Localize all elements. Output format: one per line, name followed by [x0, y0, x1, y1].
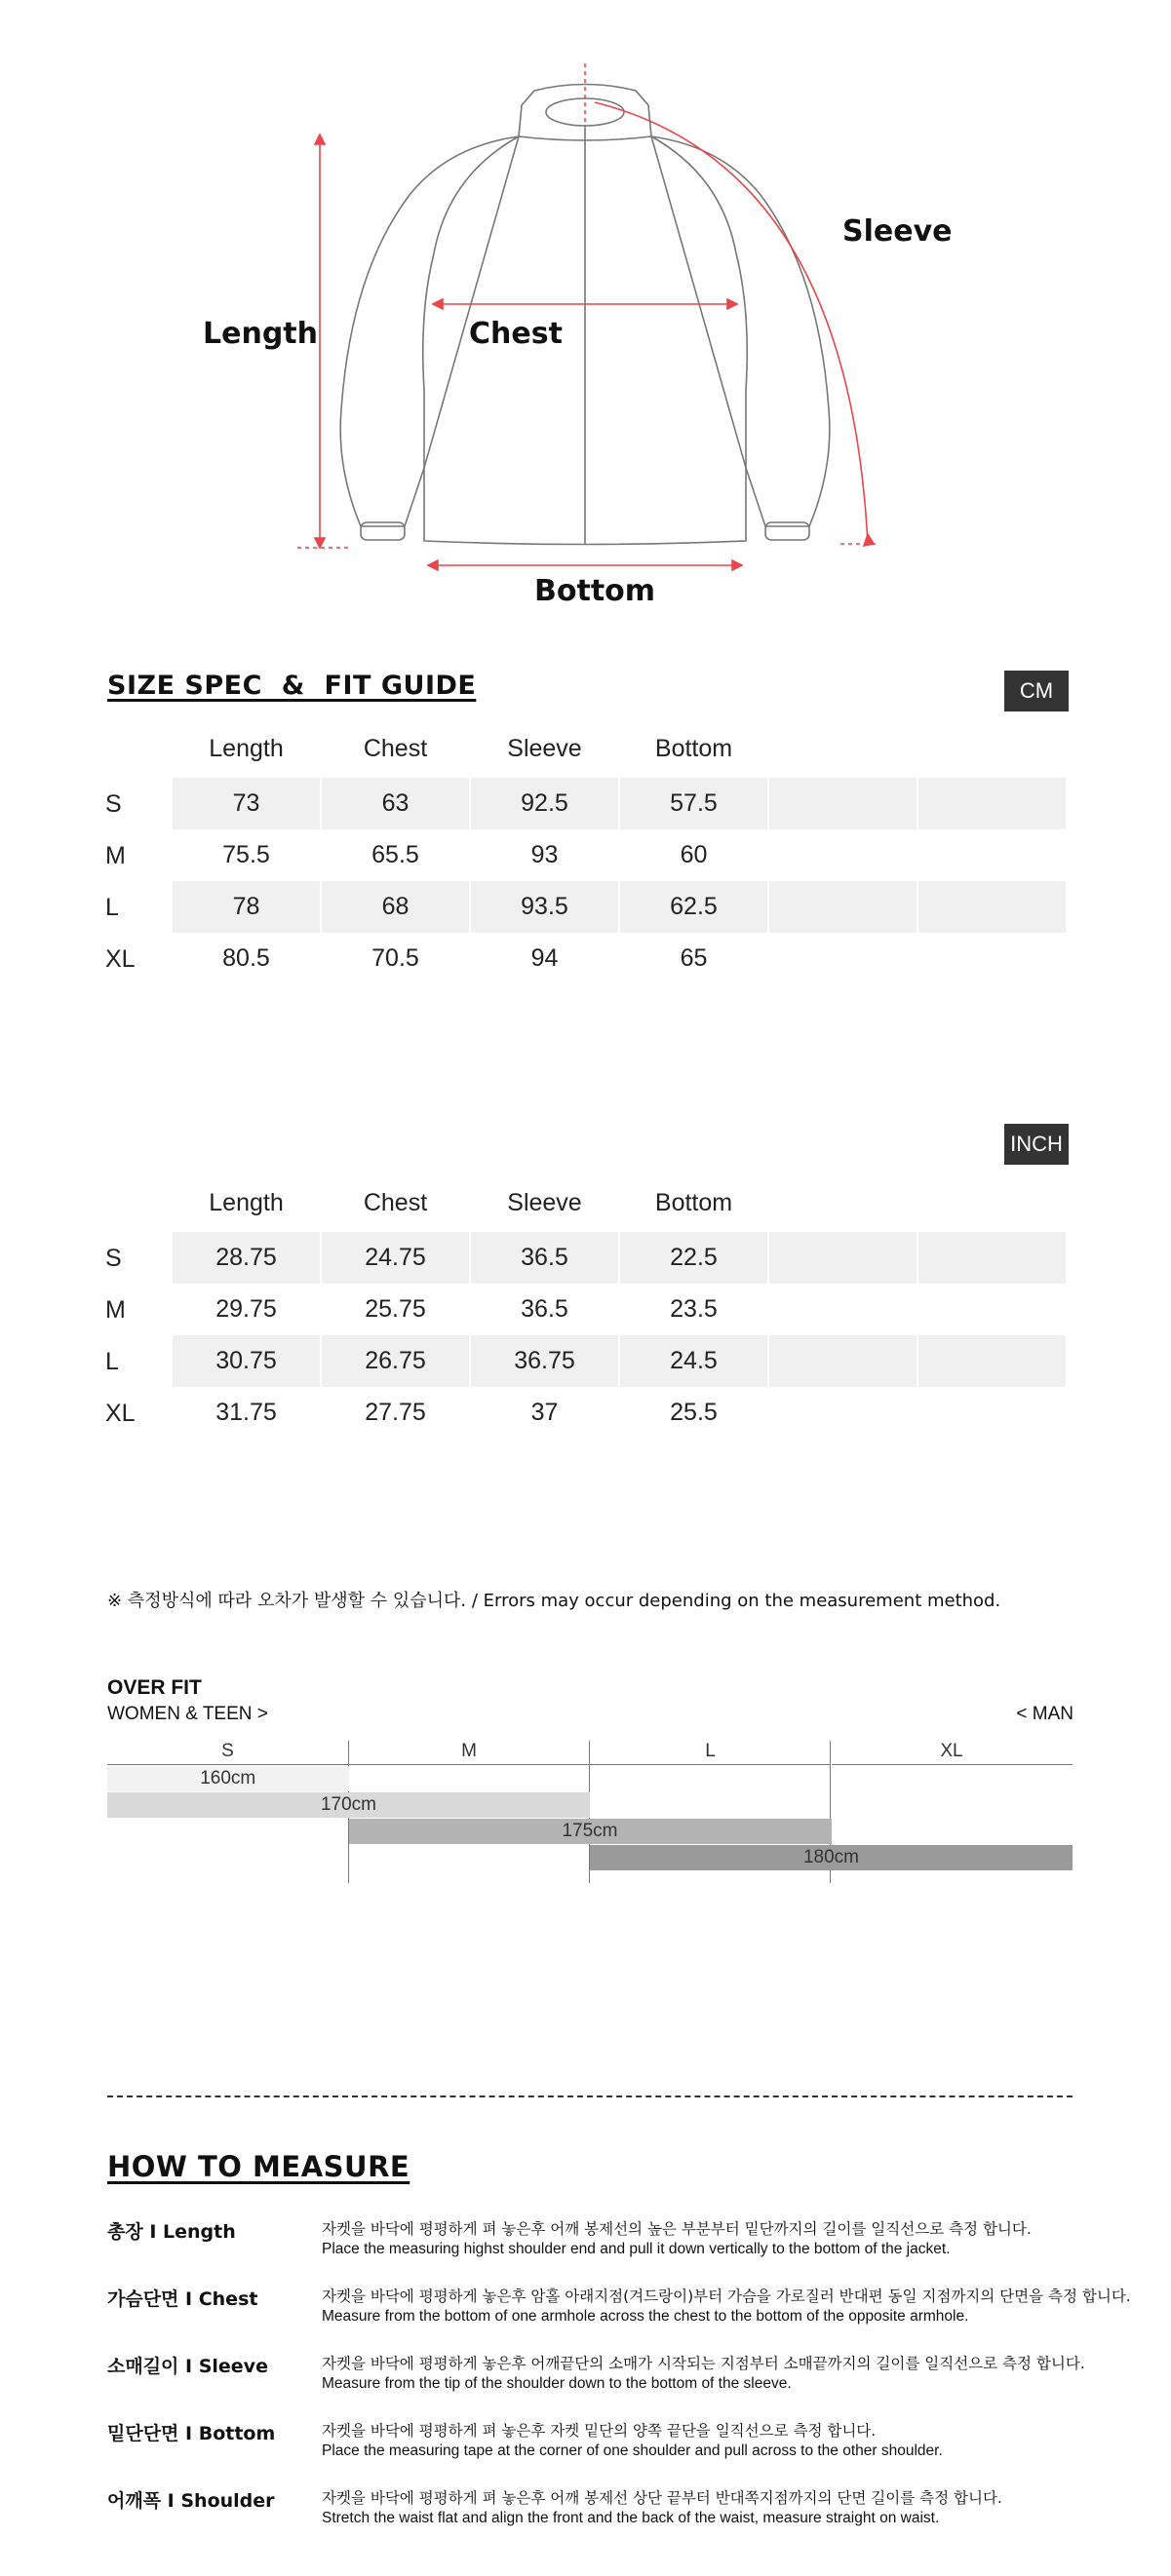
measure-desc-en: Place the measuring tape at the corner of one shoulder and pull across to the other shoulder.	[322, 2442, 943, 2459]
measure-desc-ko: 자켓을 바닥에 평평하게 펴 놓은후 어깨 봉제선의 높은 부분부터 밑단까지의 길이를 일직선으로 측정 합니다.	[322, 2220, 1032, 2238]
empty-cell	[769, 1335, 917, 1387]
empty-cell	[918, 778, 1066, 829]
table-cell: 37	[530, 1399, 559, 1426]
size-spec-title: SIZE SPEC & FIT GUIDE	[107, 671, 477, 701]
table-header	[102, 727, 1073, 778]
table-cell: 57.5	[620, 778, 767, 829]
empty-cell	[918, 881, 1066, 933]
measurement-note: ※ 측정방식에 따라 오차가 발생할 수 있습니다. / Errors may occur depending on the measurement method.	[107, 1591, 1001, 1611]
table-cell: 23.5	[670, 1295, 718, 1323]
fit-size-header: M	[349, 1741, 590, 1765]
measure-desc-ko: 자켓을 바닥에 평평하게 놓은후 암홀 아래지점(겨드랑이)부터 가슴을 가로질러 반대편 동일 지점까지의 단면을 측정 합니다.	[322, 2288, 1131, 2305]
measurement-lines	[297, 63, 876, 570]
table-row	[102, 933, 1073, 984]
fit-right-label: < MAN	[1016, 1704, 1073, 1724]
measure-name: 어깨폭 I Shoulder	[107, 2490, 275, 2512]
table-cell: 28.75	[173, 1232, 320, 1284]
fit-bar-170: 170cm	[107, 1792, 590, 1818]
measure-desc-ko: 자켓을 바닥에 평평하게 놓은후 어깨끝단의 소매가 시작되는 지점부터 소매끝까지의 길이를 일직선으로 측정 합니다.	[322, 2355, 1085, 2372]
garment-measurement-diagram	[0, 0, 1171, 624]
column-header-length: Length	[209, 1189, 284, 1216]
size-label: M	[105, 842, 126, 869]
table-cell: 27.75	[365, 1399, 426, 1426]
chest-label: Chest	[469, 317, 563, 351]
table-row	[102, 1232, 1073, 1284]
column-header-chest: Chest	[363, 735, 428, 762]
table-cell: 65.5	[371, 841, 419, 868]
table-cell: 31.75	[215, 1399, 277, 1426]
size-label: M	[105, 1296, 126, 1324]
table-cell: 80.5	[222, 944, 270, 972]
table-cell: 63	[322, 778, 469, 829]
table-cell: 60	[680, 841, 708, 868]
table-cell: 36.5	[471, 1232, 618, 1284]
size-label: L	[105, 1348, 119, 1375]
table-cell: 25.75	[365, 1295, 426, 1323]
section-divider	[107, 2095, 1073, 2097]
unit-badge-inch: INCH	[1004, 1124, 1069, 1165]
column-header-chest: Chest	[363, 1189, 428, 1216]
measure-desc-en: Place the measuring highst shoulder end and pull it down vertically to the bottom of the jacket.	[322, 2241, 951, 2257]
table-cell: 62.5	[620, 881, 767, 933]
table-cell: 92.5	[471, 778, 618, 829]
empty-cell	[769, 778, 917, 829]
column-header-sleeve: Sleeve	[507, 735, 582, 762]
column-header-length: Length	[209, 735, 284, 762]
table-cell: 25.5	[670, 1399, 718, 1426]
size-label: XL	[105, 945, 136, 973]
fit-bar-175: 175cm	[349, 1819, 832, 1844]
table-row	[102, 1335, 1073, 1387]
table-cell: 75.5	[222, 841, 270, 868]
measure-name: 밑단단면 I Bottom	[107, 2423, 276, 2444]
table-row	[102, 829, 1073, 881]
measure-desc-en: Measure from the tip of the shoulder down to the bottom of the sleeve.	[322, 2375, 792, 2392]
size-label: S	[105, 1245, 122, 1272]
fit-size-header: L	[590, 1741, 831, 1765]
table-cell: 24.5	[620, 1335, 767, 1387]
bottom-label: Bottom	[534, 574, 656, 608]
measure-name: 가슴단면 I Chest	[107, 2288, 258, 2310]
column-header-bottom: Bottom	[654, 735, 733, 762]
table-header	[102, 1181, 1073, 1232]
fit-title: OVER FIT	[107, 1676, 202, 1699]
table-cell: 65	[680, 944, 708, 972]
measure-name: 총장 I Length	[107, 2221, 236, 2243]
table-cell: 68	[322, 881, 469, 933]
size-label: L	[105, 894, 119, 921]
table-cell: 93	[530, 841, 559, 868]
table-cell: 24.75	[322, 1232, 469, 1284]
table-cell: 36.75	[471, 1335, 618, 1387]
size-table-inch	[102, 1181, 1073, 1439]
empty-cell	[769, 881, 917, 933]
table-cell: 29.75	[215, 1295, 277, 1323]
table-row	[102, 1387, 1073, 1439]
empty-cell	[918, 1335, 1066, 1387]
size-label: XL	[105, 1400, 136, 1427]
fit-size-header: XL	[832, 1741, 1073, 1765]
table-cell: 94	[530, 944, 559, 972]
table-row	[102, 881, 1073, 933]
table-cell: 78	[173, 881, 320, 933]
size-label: S	[105, 790, 122, 818]
table-cell: 93.5	[471, 881, 618, 933]
empty-cell	[918, 1232, 1066, 1284]
fit-bar-180: 180cm	[590, 1845, 1073, 1870]
measure-desc-en: Stretch the waist flat and align the front and the back of the waist, measure straight on waist.	[322, 2510, 940, 2526]
fit-chart	[107, 1741, 1073, 1887]
table-cell: 26.75	[322, 1335, 469, 1387]
table-cell: 70.5	[371, 944, 419, 972]
size-table-cm	[102, 727, 1073, 984]
sleeve-label: Sleeve	[842, 214, 953, 249]
column-header-sleeve: Sleeve	[507, 1189, 582, 1216]
measure-name: 소매길이 I Sleeve	[107, 2356, 268, 2377]
table-cell: 36.5	[521, 1295, 568, 1323]
measure-desc-ko: 자켓을 바닥에 평평하게 펴 놓은후 어깨 봉제선 상단 끝부터 반대쪽지점까지의 단면 길이를 측정 합니다.	[322, 2489, 1002, 2507]
fit-bar-160: 160cm	[107, 1766, 349, 1791]
table-cell: 73	[173, 778, 320, 829]
empty-cell	[769, 1232, 917, 1284]
table-cell: 30.75	[173, 1335, 320, 1387]
measure-desc-en: Measure from the bottom of one armhole across the chest to the bottom of the opposite armhole.	[322, 2308, 969, 2325]
jacket-outline	[340, 85, 830, 545]
column-header-bottom: Bottom	[654, 1189, 733, 1216]
table-row	[102, 778, 1073, 829]
length-label: Length	[203, 317, 318, 351]
table-row	[102, 1284, 1073, 1335]
fit-left-label: WOMEN & TEEN >	[107, 1704, 268, 1724]
measure-desc-ko: 자켓을 바닥에 평평하게 펴 놓은후 자켓 밑단의 양쪽 끝단을 일직선으로 측정 합니다.	[322, 2422, 877, 2440]
fit-size-header: S	[107, 1741, 348, 1765]
unit-badge-cm: CM	[1004, 671, 1069, 711]
how-to-measure-title: HOW TO MEASURE	[107, 2150, 410, 2183]
table-cell: 22.5	[620, 1232, 767, 1284]
